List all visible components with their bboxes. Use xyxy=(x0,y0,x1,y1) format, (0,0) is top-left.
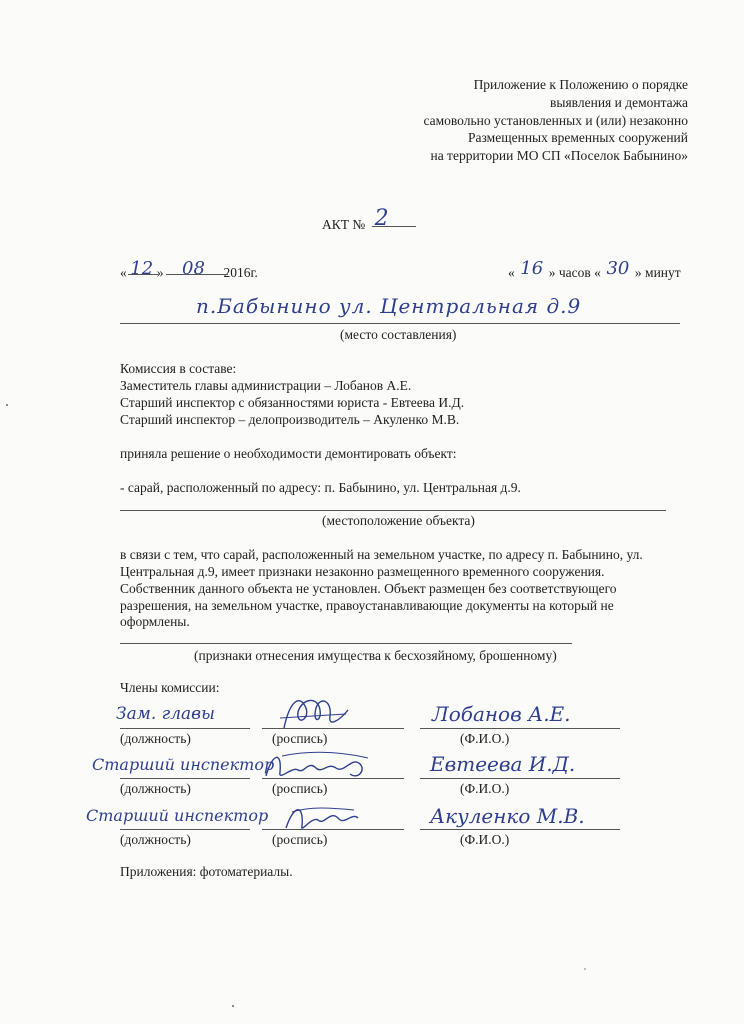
time-hours: 16 xyxy=(520,258,544,279)
act-date xyxy=(120,258,258,282)
members-title: Члены комиссии: xyxy=(120,680,220,695)
time-close-quote-1: » xyxy=(548,265,556,280)
date-month: 08 xyxy=(182,258,205,279)
time-minutes-label: минут xyxy=(645,265,681,280)
act-title-prefix: АКТ № xyxy=(322,217,366,232)
decision-text: приняла решение о необходимости демонтировать объект: xyxy=(120,446,457,461)
place-handwritten: п.Бабынино ул. Центральная д.9 xyxy=(196,294,582,318)
member-2-position-line xyxy=(120,778,250,779)
commission-member-3: Старший инспектор – делопроизводитель – Акуленко М.В. xyxy=(120,412,460,427)
signature-mark-1 xyxy=(276,690,356,734)
member-1-fio-caption: (Ф.И.О.) xyxy=(460,731,510,746)
member-1-signature-caption: (роспись) xyxy=(272,731,328,746)
member-2-position: Старший инспектор xyxy=(92,755,275,774)
member-1-position: Зам. главы xyxy=(116,704,215,724)
header-line-5: на территории МО СП «Поселок Бабынино» xyxy=(430,148,688,163)
reason-line-1: в связи с тем, что сарай, расположенный на земельном участке, по адресу п. Бабынино, ул. xyxy=(120,547,643,562)
signature-mark-2 xyxy=(262,746,372,786)
time-open-quote-1: « xyxy=(508,265,515,280)
member-3-position: Старший инспектор xyxy=(86,806,269,825)
commission-intro: Комиссия в составе: xyxy=(120,361,237,376)
member-1-fio: Лобанов А.Е. xyxy=(432,702,571,726)
time-minutes: 30 xyxy=(606,258,630,279)
member-3-signature-caption: (роспись) xyxy=(272,832,328,847)
reason-underline xyxy=(120,643,572,644)
reason-line-5: оформлены. xyxy=(120,614,190,629)
reason-line-3: Собственник данного объекта не установлен. Объект размещен без соответствующего xyxy=(120,581,617,596)
scan-speck xyxy=(232,1005,234,1007)
member-1-fio-line xyxy=(420,728,620,729)
member-3-fio-line xyxy=(420,829,620,830)
member-3-fio: Акуленко М.В. xyxy=(430,804,585,828)
date-day-underline xyxy=(128,274,158,275)
scan-speck xyxy=(584,968,586,970)
act-number-underline xyxy=(372,226,416,227)
place-underline xyxy=(120,323,680,324)
scan-speck xyxy=(6,404,8,406)
date-year: 2016г. xyxy=(223,265,258,280)
member-3-fio-caption: (Ф.И.О.) xyxy=(460,832,510,847)
member-1-position-line xyxy=(120,728,250,729)
reason-line-4: разрешения, на земельном участке, правоустанавливающие документы на который не xyxy=(120,598,614,613)
attachments: Приложения: фотоматериалы. xyxy=(120,864,293,879)
header-line-1: Приложение к Положению о порядке xyxy=(473,77,688,92)
member-2-fio-line xyxy=(420,778,620,779)
time-open-quote-2: « xyxy=(594,265,601,280)
member-3-position-caption: (должность) xyxy=(120,832,191,847)
commission-member-1: Заместитель главы администрации – Лобанов А.Е. xyxy=(120,378,412,393)
member-2-fio-caption: (Ф.И.О.) xyxy=(460,781,510,796)
header-line-3: самовольно установленных и (или) незаконно xyxy=(423,113,688,128)
place-caption: (место составления) xyxy=(340,327,457,342)
member-2-fio: Евтеева И.Д. xyxy=(430,752,576,776)
object-underline xyxy=(120,510,666,511)
date-day: 12 xyxy=(130,258,154,279)
time-close-quote-2: » xyxy=(634,265,642,280)
act-number: 2 xyxy=(374,206,389,231)
act-title xyxy=(322,206,389,235)
time-hours-label: часов xyxy=(558,265,591,280)
member-2-position-caption: (должность) xyxy=(120,781,191,796)
date-open-quote: « xyxy=(120,265,127,280)
date-close-quote: » xyxy=(156,265,164,280)
member-2-signature-caption: (роспись) xyxy=(272,781,328,796)
member-1-position-caption: (должность) xyxy=(120,731,191,746)
header-line-2: выявления и демонтажа xyxy=(550,95,688,110)
member-3-position-line xyxy=(120,829,250,830)
commission-member-2: Старший инспектор с обязанностями юриста - Евтеева И.Д. xyxy=(120,395,465,410)
decision-object: - сарай, расположенный по адресу: п. Бабынино, ул. Центральная д.9. xyxy=(120,480,521,495)
reason-caption: (признаки отнесения имущества к бесхозяйному, брошенному) xyxy=(194,648,557,663)
header-line-4: Размещенных временных сооружений xyxy=(468,130,688,145)
object-caption: (местоположение объекта) xyxy=(322,513,475,528)
act-time xyxy=(508,258,681,282)
reason-line-2: Центральная д.9, имеет признаки незаконно размещенного временного сооружения. xyxy=(120,564,605,579)
date-month-underline xyxy=(166,274,228,275)
